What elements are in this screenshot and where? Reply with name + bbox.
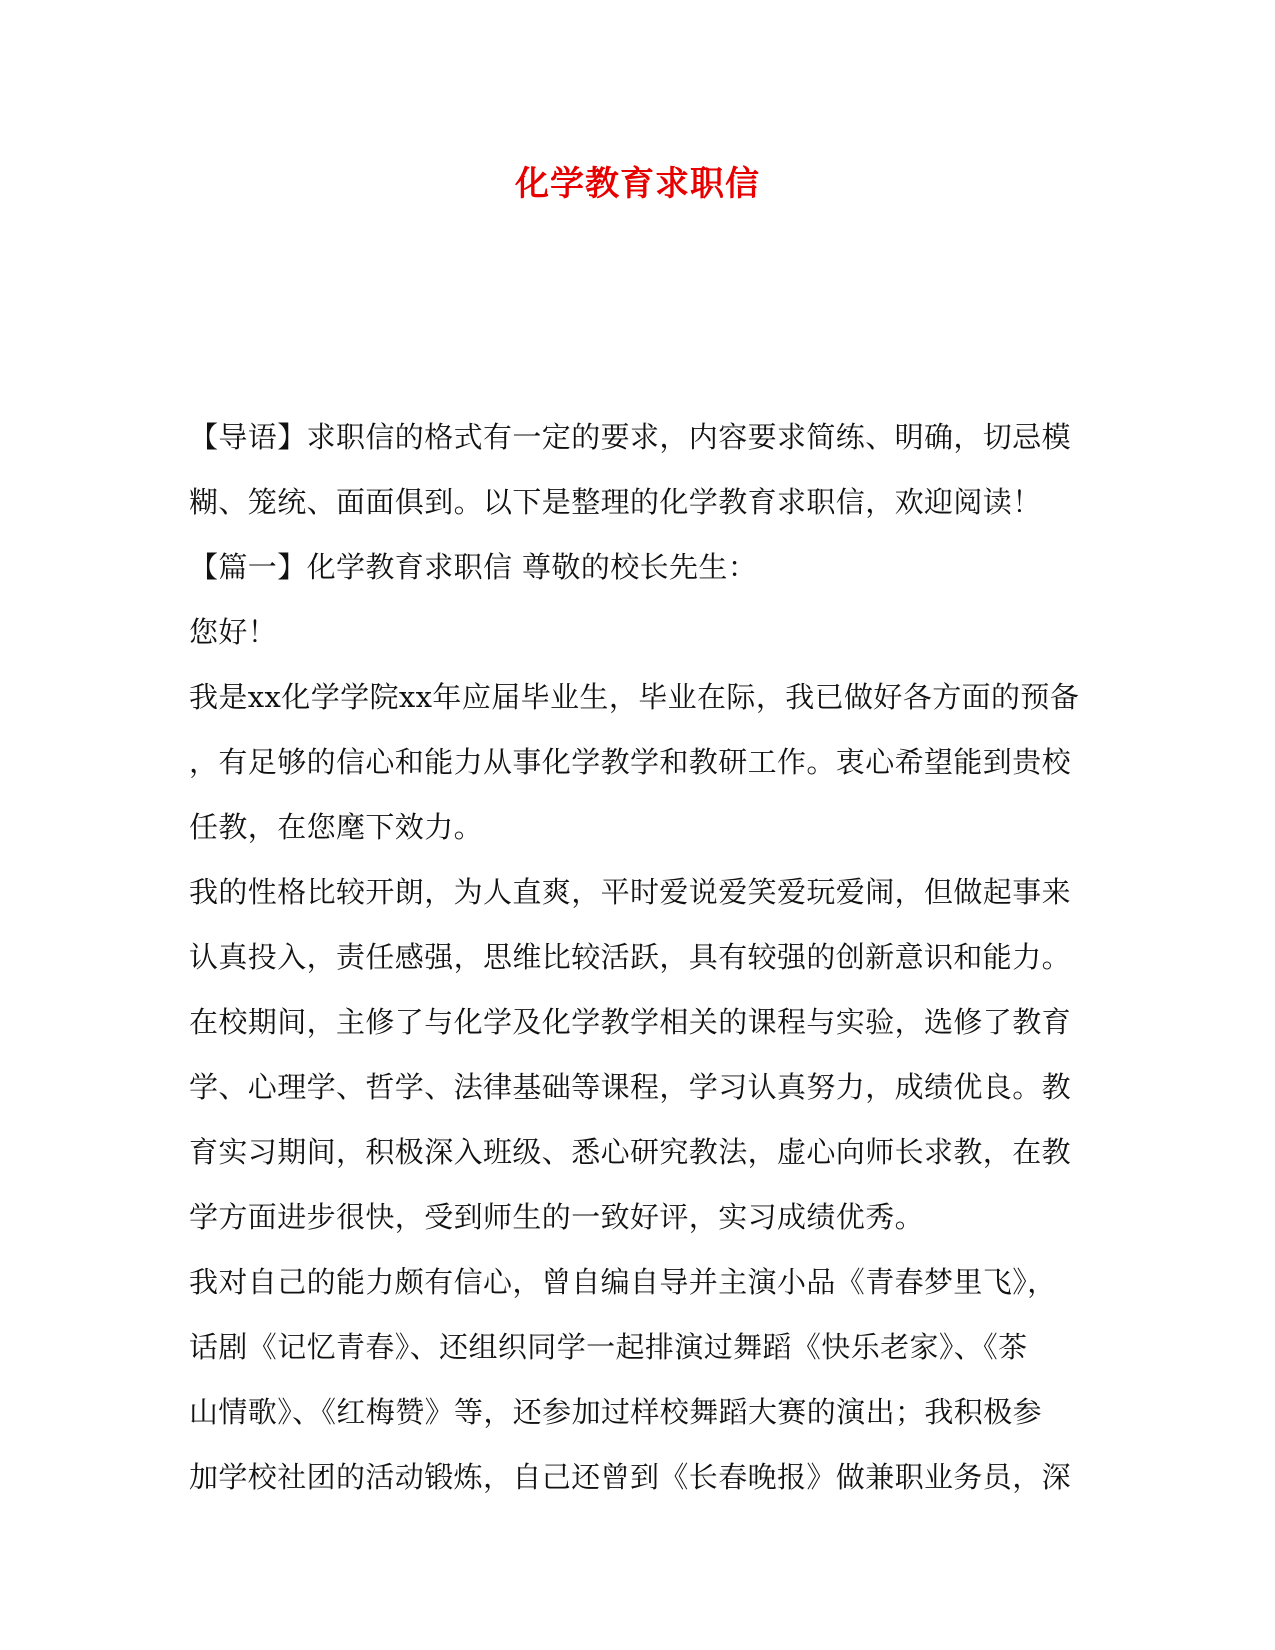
- text-line: 学、心理学、哲学、法律基础等课程，学习认真努力，成绩优良。教: [189, 1070, 1072, 1104]
- document-body: [189, 405, 1080, 1510]
- text-line: 糊、笼统、面面俱到。以下是整理的化学教育求职信，欢迎阅读！: [189, 485, 1042, 519]
- text-line: 山情歌》、《红梅赞》等，还参加过样校舞蹈大赛的演出；我积极参: [189, 1395, 1043, 1429]
- text-line: 学方面进步很快，受到师生的一致好评，实习成绩优秀。: [189, 1200, 925, 1234]
- text-line: 在校期间，主修了与化学及化学教学相关的课程与实验，选修了教育: [189, 1005, 1072, 1039]
- text-line: 我是xx化学学院xx年应届毕业生，毕业在际，我已做好各方面的预备: [189, 680, 1080, 714]
- text-line: 任教，在您麾下效力。: [189, 810, 484, 844]
- text-line: 我的性格比较开朗，为人直爽，平时爱说爱笑爱玩爱闹，但做起事来: [189, 875, 1072, 909]
- text-line: ，有足够的信心和能力从事化学教学和教研工作。衷心希望能到贵校: [189, 745, 1072, 779]
- text-line: 【篇一】化学教育求职信 尊敬的校长先生：: [189, 550, 758, 584]
- text-line: 我对自己的能力颇有信心，曾自编自导并主演小品《青春梦里飞》，: [189, 1265, 1057, 1299]
- text-line: 认真投入，责任感强，思维比较活跃，具有较强的创新意识和能力。: [189, 940, 1072, 974]
- text-line: 【导语】求职信的格式有一定的要求，内容要求简练、明确，切忌模: [189, 420, 1072, 454]
- text-line: 加学校社团的活动锻炼，自己还曾到《长春晚报》做兼职业务员，深: [189, 1460, 1072, 1494]
- text-line: 育实习期间，积极深入班级、悉心研究教法，虚心向师长求教，在教: [189, 1135, 1072, 1169]
- text-line: 话剧《记忆青春》、还组织同学一起排演过舞蹈《快乐老家》、《茶: [189, 1330, 1028, 1364]
- text-line: 您好！: [189, 615, 278, 649]
- document-title: 化学教育求职信: [515, 164, 760, 204]
